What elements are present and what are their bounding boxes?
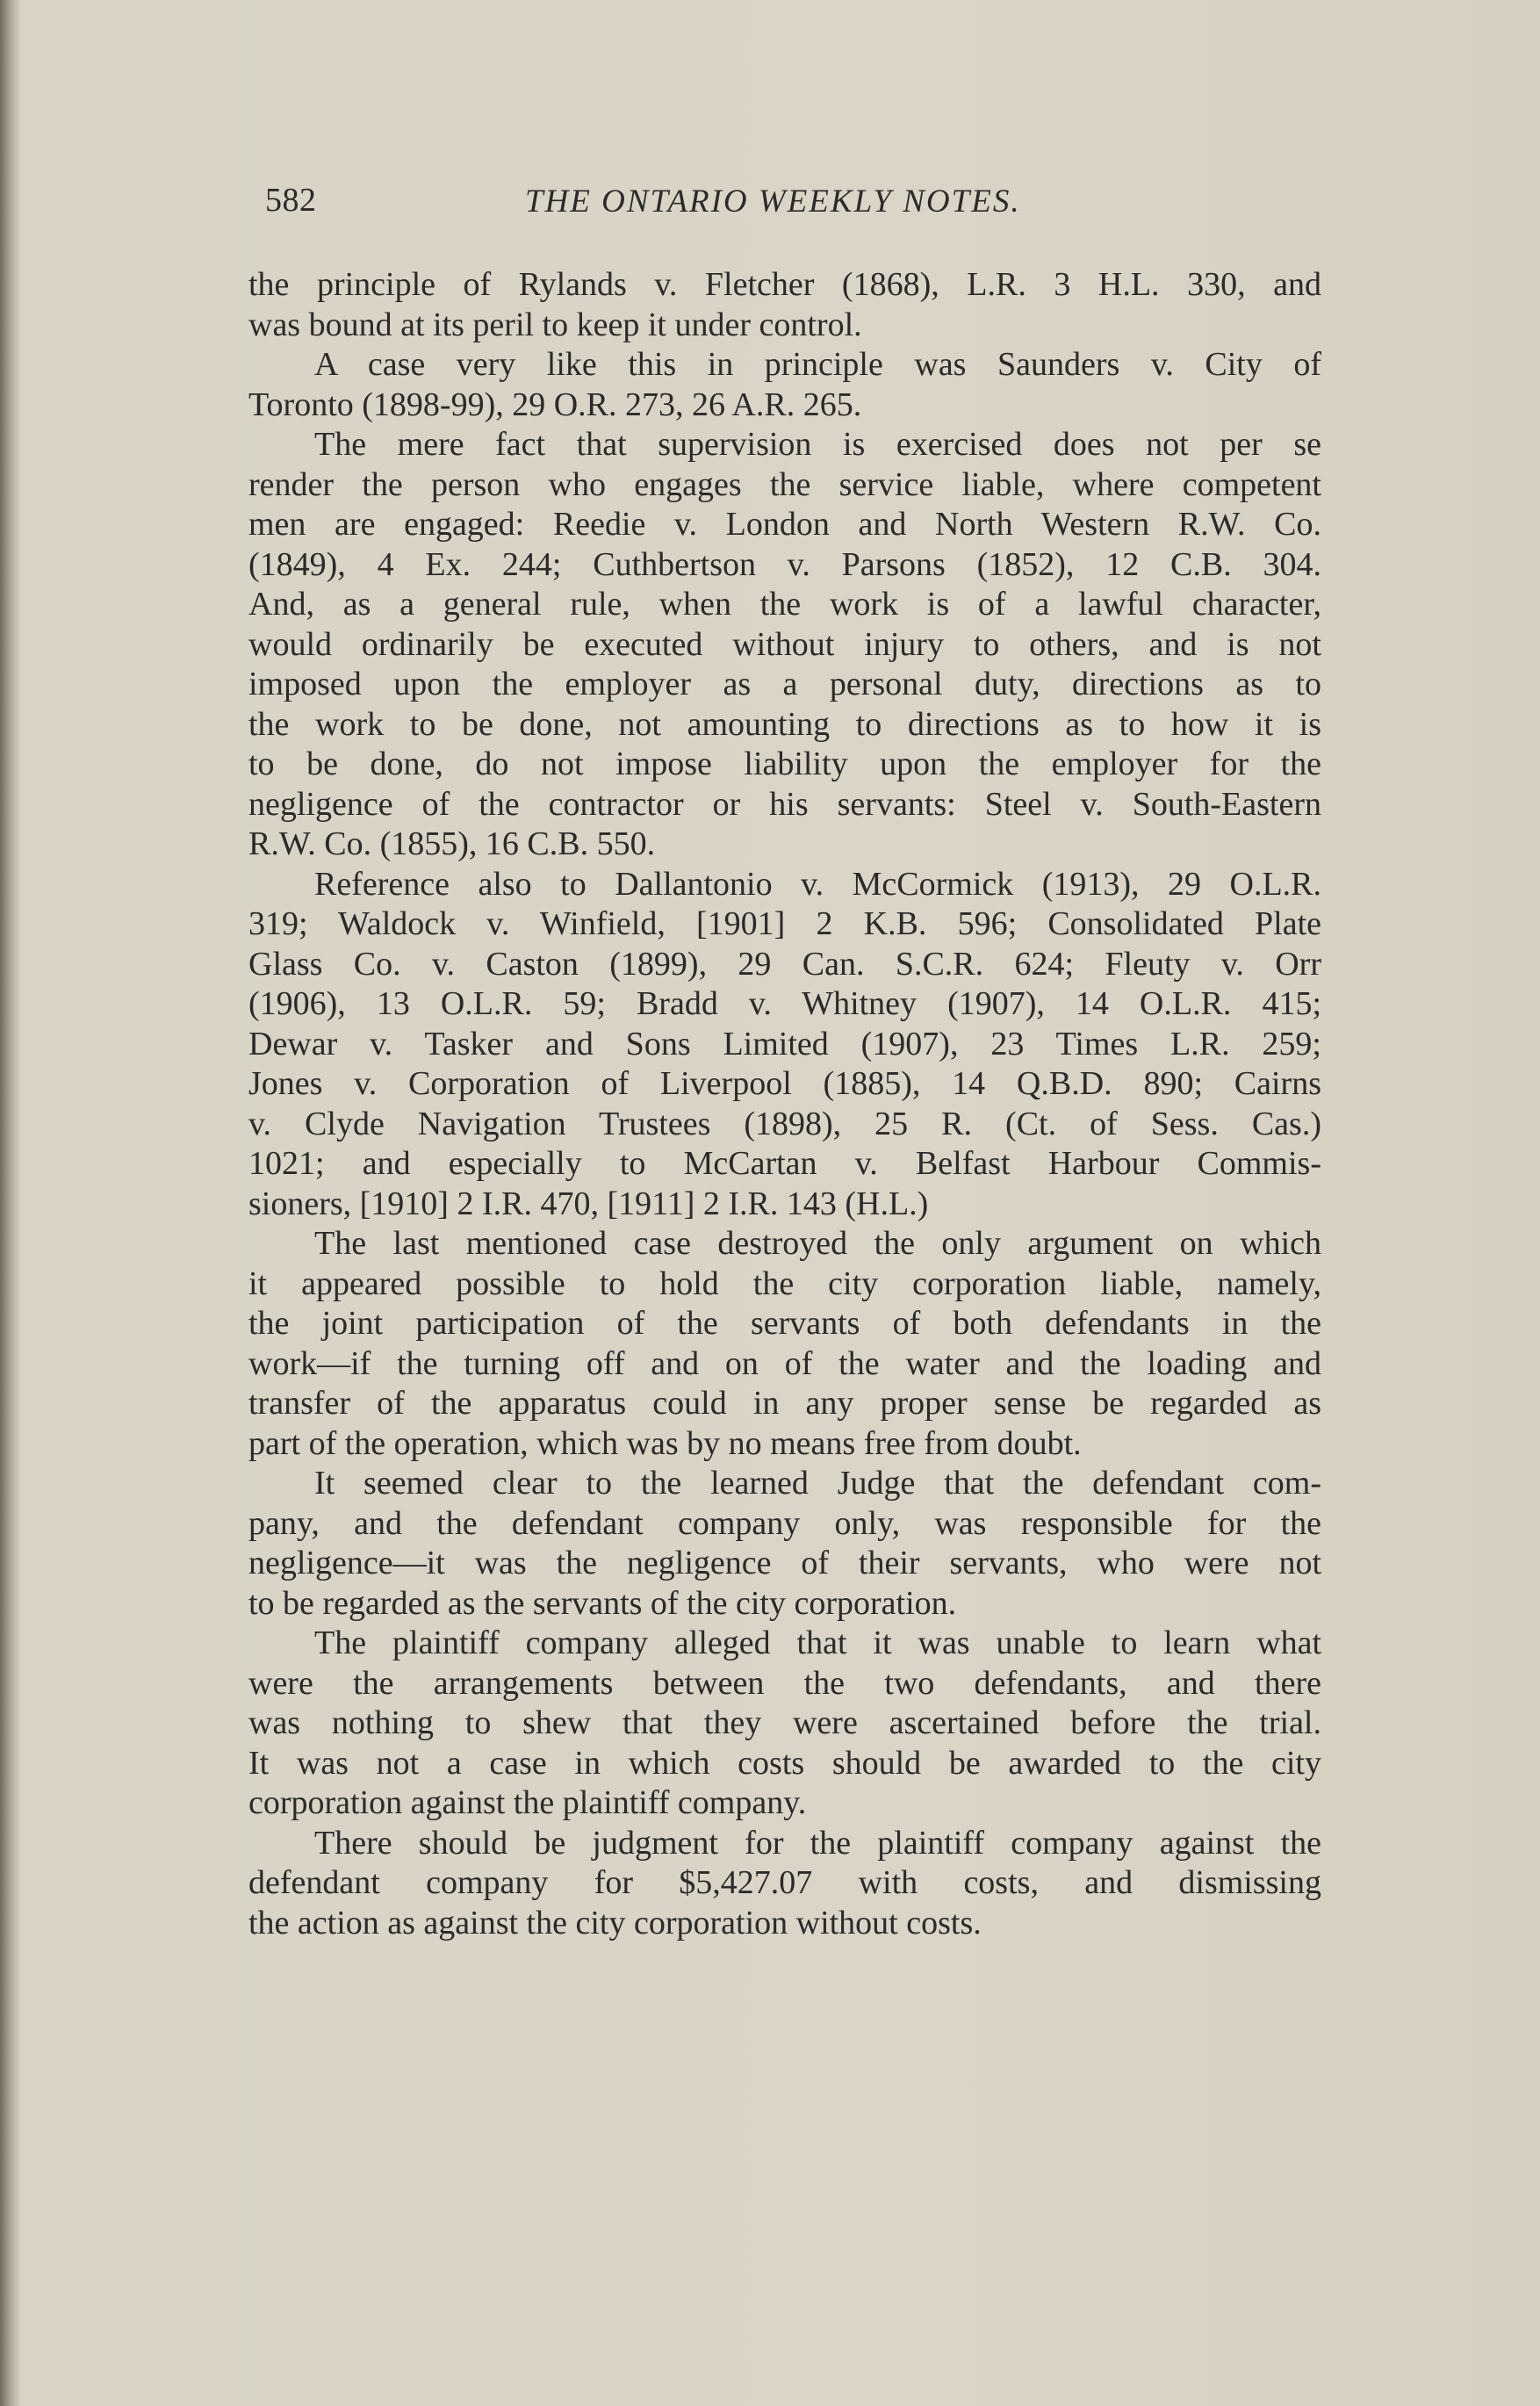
text-line: render the person who engages the service liable, where competent: [248, 465, 1321, 503]
body-text: [248, 265, 1321, 1943]
text-line: imposed upon the employer as a personal duty, directions as to: [248, 666, 1321, 702]
text-line: 1021; and especially to McCartan v. Belfast Harbour Commis-: [248, 1145, 1321, 1182]
text-line: sioners, [1910] 2 I.R. 470, [1911] 2 I.R. 143 (H.L.): [248, 1185, 929, 1222]
text-line: men are engaged: Reedie v. London and North Western R.W. Co.: [248, 506, 1321, 543]
text-line: defendant company for $5,427.07 with costs, and dismissing: [248, 1864, 1321, 1901]
text-line: the joint participation of the servants of both defendants in the: [248, 1305, 1321, 1342]
text-line: it appeared possible to hold the city corporation liable, namely,: [248, 1264, 1321, 1302]
text-line: It was not a case in which costs should be awarded to the city: [248, 1744, 1321, 1782]
text-line: Jones v. Corporation of Liverpool (1885), 14 Q.B.D. 890; Cairns: [248, 1065, 1321, 1102]
text-line: to be done, do not impose liability upon the employer for the: [248, 746, 1321, 782]
text-line: the action as against the city corporation without costs.: [248, 1904, 982, 1941]
text-line: (1849), 4 Ex. 244; Cuthbertson v. Parsons (1852), 12 C.B. 304.: [248, 545, 1321, 583]
page-header: [265, 181, 1319, 234]
text-line: corporation against the plaintiff company.: [248, 1784, 807, 1821]
text-line: The mere fact that supervision is exercised does not per se: [314, 426, 1321, 463]
text-line: part of the operation, which was by no means free from doubt.: [248, 1424, 1082, 1462]
page-binding-edge: [0, 0, 19, 2406]
text-line: The last mentioned case destroyed the only argument on which: [314, 1225, 1321, 1262]
text-line: was bound at its peril to keep it under control.: [248, 306, 862, 343]
page-number: 582: [265, 182, 317, 219]
running-title: THE ONTARIO WEEKLY NOTES.: [525, 184, 1021, 220]
text-line: negligence—it was the negligence of their servants, who were not: [248, 1545, 1321, 1581]
text-line: the principle of Rylands v. Fletcher (1868), L.R. 3 H.L. 330, and: [248, 266, 1321, 303]
text-line: to be regarded as the servants of the city corporation.: [248, 1584, 957, 1622]
text-line: negligence of the contractor or his servants: Steel v. South-Eastern: [248, 785, 1321, 823]
text-line: Dewar v. Tasker and Sons Limited (1907), 23 Times L.R. 259;: [248, 1025, 1321, 1063]
text-line: There should be judgment for the plaintiff company against the: [314, 1824, 1321, 1862]
text-line: was nothing to shew that they were ascertained before the trial.: [248, 1704, 1321, 1741]
text-line: R.W. Co. (1855), 16 C.B. 550.: [248, 825, 656, 862]
text-line: v. Clyde Navigation Trustees (1898), 25 R. (Ct. of Sess. Cas.): [248, 1105, 1321, 1142]
text-line: A case very like this in principle was Saunders v. City of: [314, 346, 1321, 383]
text-line: pany, and the defendant company only, was responsible for the: [248, 1504, 1321, 1542]
text-line: the work to be done, not amounting to directions as to how it is: [248, 705, 1321, 743]
text-line: 319; Waldock v. Winfield, [1901] 2 K.B. 596; Consolidated Plate: [248, 905, 1321, 942]
text-line: And, as a general rule, when the work is of a lawful character,: [248, 586, 1321, 623]
text-line: were the arrangements between the two defendants, and there: [248, 1664, 1321, 1702]
text-line: (1906), 13 O.L.R. 59; Bradd v. Whitney (1907), 14 O.L.R. 415;: [248, 985, 1321, 1022]
text-line: It seemed clear to the learned Judge that the defendant com-: [314, 1465, 1321, 1502]
text-line: transfer of the apparatus could in any proper sense be regarded as: [248, 1385, 1321, 1422]
text-line: work—if the turning off and on of the water and the loading and: [248, 1344, 1321, 1382]
text-line: Glass Co. v. Caston (1899), 29 Can. S.C.R. 624; Fleuty v. Orr: [248, 945, 1321, 983]
text-line: The plaintiff company alleged that it was unable to learn what: [314, 1624, 1321, 1661]
text-line: would ordinarily be executed without injury to others, and is not: [248, 625, 1321, 663]
text-line: Reference also to Dallantonio v. McCormick (1913), 29 O.L.R.: [314, 865, 1321, 903]
text-line: Toronto (1898-99), 29 O.R. 273, 26 A.R. 265.: [248, 385, 862, 423]
